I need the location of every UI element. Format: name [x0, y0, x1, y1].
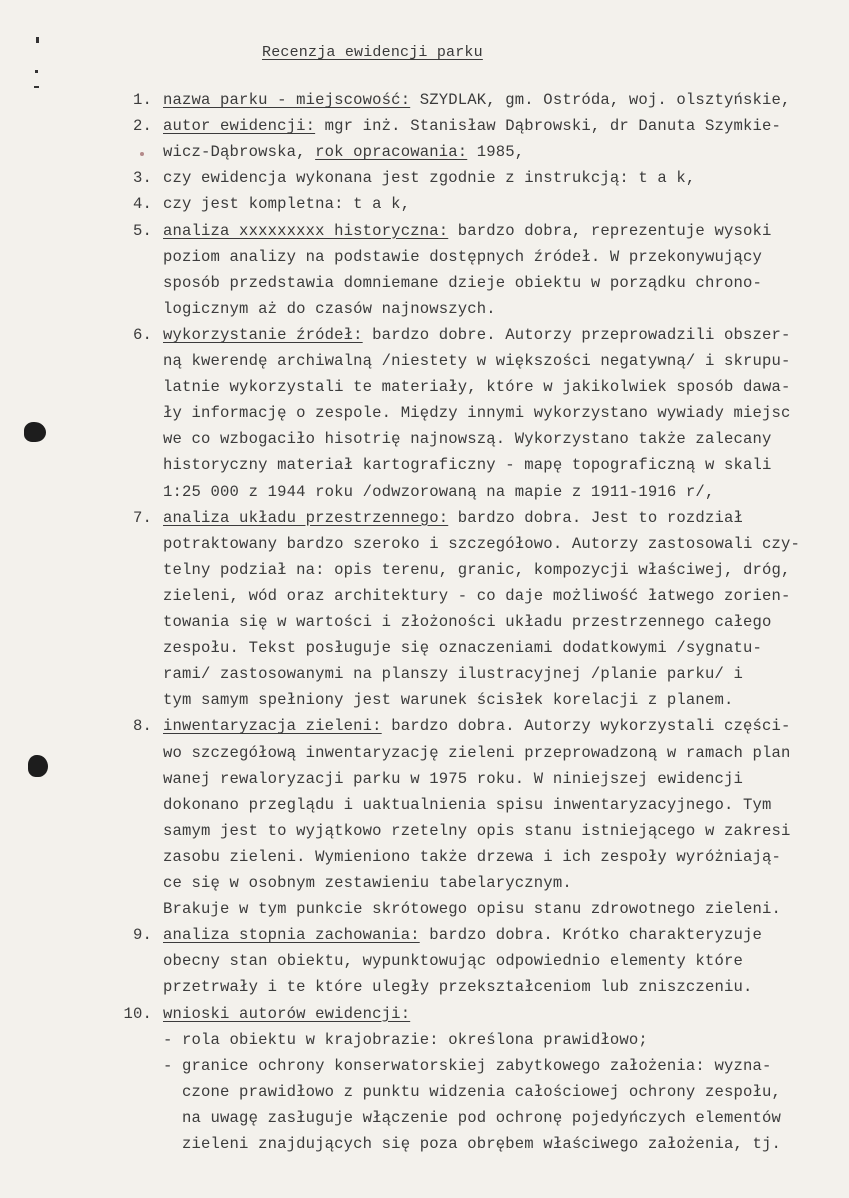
line-text [163, 531, 800, 557]
document-title: Recenzja ewidencji parku [262, 44, 483, 61]
line-text [163, 139, 524, 165]
item-number: 1. [132, 91, 152, 109]
item-text: historyczny materiał kartograficzny - mapę topograficzną w skali [163, 456, 772, 475]
item-number: 8. [132, 717, 152, 736]
line-text [163, 1105, 781, 1131]
line-text [163, 713, 791, 739]
item-text: na uwagę zasługuje włączenie pod ochronę pojedyńczych elementów [163, 1108, 782, 1127]
line-text [163, 348, 791, 374]
section-heading: rok opracowania: [315, 143, 468, 162]
item-text: SZYDLAK, gm. Ostróda, woj. olsztyńskie, [410, 91, 791, 109]
item-text: bardzo dobra. Krótko charakteryzuje [419, 926, 762, 945]
punch-hole-mark-top [24, 422, 46, 442]
item-number: 4. [132, 195, 152, 214]
section-heading: inwentaryzacja zieleni: [163, 717, 382, 736]
item-text: bardzo dobre. Autorzy przeprowadzili obszer- [362, 325, 791, 344]
line-text [163, 165, 695, 191]
line-text [163, 113, 781, 139]
item-text: sposób przedstawia domniemane dzieje obiektu w porządku chrono- [163, 273, 762, 292]
item-text: obecny stan obiektu, wypunktowując odpowiednio elementy które [163, 952, 743, 971]
item-text: przetrwały i te które uległy przekształceniom lub zniszczeniu. [163, 978, 753, 997]
item-text: zieleni, wód oraz architektury - co daje możliwość łatwego zorien- [163, 586, 791, 605]
line-text [163, 609, 772, 635]
item-text: wanej rewaloryzacji parku w 1975 roku. W niniejszej ewidencji [163, 769, 743, 788]
item-text: - rola obiektu w krajobrazie: określona prawidłowo; [163, 1030, 648, 1049]
line-text [163, 818, 791, 844]
item-text: we co wzbogaciło hisotrię najnowszą. Wykorzystano także zalecany [163, 430, 772, 449]
line-text [163, 687, 733, 713]
line-text [163, 374, 791, 400]
item-text: bardzo dobra, reprezentuje wysoki [448, 221, 772, 240]
line-text [163, 1053, 772, 1079]
line-text [163, 740, 791, 766]
margin-dot [34, 86, 39, 88]
item-text: bardzo dobra. Autorzy wykorzystali części- [381, 717, 791, 736]
item-text: telny podział na: opis terenu, granic, kompozycji właściwej, dróg, [163, 560, 791, 579]
line-text [163, 191, 410, 217]
line-text [163, 244, 762, 270]
item-number: 5. [132, 221, 152, 240]
line-text [163, 766, 743, 792]
item-text: ły informację o zespole. Między innymi wykorzystano wywiady miejsc [163, 404, 791, 423]
section-heading: wykorzystanie źródeł: [163, 325, 363, 344]
line-text [163, 1079, 781, 1105]
item-number: 3. [132, 169, 152, 188]
item-text: latnie wykorzystali te materiały, które w jakikolwiek sposób dawa- [163, 378, 791, 397]
item-text: towania się w wartości i złożoności układu przestrzennego całego [163, 613, 772, 631]
line-text [163, 1001, 410, 1027]
line-text [163, 635, 762, 661]
line-text [163, 1027, 648, 1053]
item-text: logicznym aż do czasów najnowszych. [163, 299, 496, 318]
item-number: 7. [132, 508, 152, 527]
section-heading: autor ewidencji: [163, 117, 316, 136]
line-text [163, 870, 572, 896]
line-text [163, 296, 496, 322]
item-text: tym samym spełniony jest warunek ścisłek korelacji z planem. [163, 691, 734, 710]
line-text [163, 87, 791, 113]
line-text [163, 844, 781, 870]
item-text: 1985, [467, 143, 525, 162]
line-text [163, 1131, 781, 1157]
line-text [163, 922, 762, 948]
item-text: ną kwerendę archiwalną /niestety w większości negatywną/ i skrupu- [163, 352, 791, 370]
line-text [163, 479, 714, 505]
margin-dot [140, 152, 144, 156]
item-text: poziom analizy na podstawie dostępnych źródeł. W przekonywujący [163, 247, 762, 266]
line-text [163, 974, 752, 1000]
line-text [163, 557, 791, 583]
item-text: mgr inż. Stanisław Dąbrowski, dr Danuta Szymkie- [315, 117, 782, 136]
item-text: - granice ochrony konserwatorskiej zabytkowego założenia: wyzna- [163, 1056, 772, 1075]
item-text: czy ewidencja wykonana jest zgodnie z instrukcją: t a k, [163, 169, 696, 188]
line-text [163, 792, 772, 818]
section-heading: analiza xxxxxxxxx historyczna: [163, 221, 449, 240]
item-text: ce się w osobnym zestawieniu tabelarycznym. [163, 874, 572, 892]
item-text: bardzo dobra. Jest to rozdział [448, 508, 743, 527]
line-text [163, 426, 772, 452]
line-text [163, 322, 791, 348]
item-text: Brakuje w tym punkcie skrótowego opisu stanu zdrowotnego zieleni. [163, 900, 782, 919]
item-number: 10. [123, 1004, 152, 1023]
item-text: dokonano przeglądu i uaktualnienia spisu inwentaryzacyjnego. Tym [163, 795, 772, 814]
line-text [163, 452, 772, 478]
item-text: zespołu. Tekst posługuje się oznaczeniami dodatkowymi /sygnatu- [163, 639, 762, 658]
item-text: czy jest kompletna: t a k, [163, 195, 411, 214]
punch-hole-mark-bottom [28, 755, 48, 777]
item-text: wicz-Dąbrowska, [163, 143, 316, 162]
item-text: wo szczegółową inwentaryzację zieleni przeprowadzoną w ramach plan [163, 743, 791, 762]
item-text: czone prawidłowo z punktu widzenia całościowej ochrony zespołu, [163, 1082, 782, 1101]
item-number: 2. [132, 117, 152, 136]
item-text: 1:25 000 z 1944 roku /odwzorowaną na mapie z 1911-1916 r/, [163, 482, 715, 501]
line-text [163, 505, 743, 531]
margin-dot [35, 70, 38, 73]
item-number: 9. [132, 926, 152, 945]
item-number: 6. [132, 325, 152, 344]
line-text [163, 583, 791, 609]
item-text: rami/ zastosowanymi na planszy ilustracyjnej /planie parku/ i [163, 665, 743, 684]
section-heading: wnioski autorów ewidencji: [163, 1004, 411, 1023]
item-text: samym jest to wyjątkowo rzetelny opis stanu istniejącego w zakresi [163, 821, 791, 840]
section-heading: nazwa parku - miejscowość: [163, 91, 411, 109]
section-heading: analiza układu przestrzennego: [163, 508, 449, 527]
line-text [163, 400, 791, 426]
item-text: potraktowany bardzo szeroko i szczegółowo. Autorzy zastosowali czy- [163, 534, 801, 553]
item-text: zasobu zieleni. Wymieniono także drzewa i ich zespoły wyróżniają- [163, 847, 782, 866]
line-text [163, 218, 772, 244]
section-heading: analiza stopnia zachowania: [163, 926, 420, 945]
item-text: zieleni znajdujących się poza obrębem właściwego założenia, tj. [163, 1135, 782, 1153]
line-text [163, 270, 762, 296]
line-text [163, 948, 743, 974]
margin-dot [36, 37, 39, 43]
line-text [163, 896, 781, 922]
line-text [163, 661, 743, 687]
